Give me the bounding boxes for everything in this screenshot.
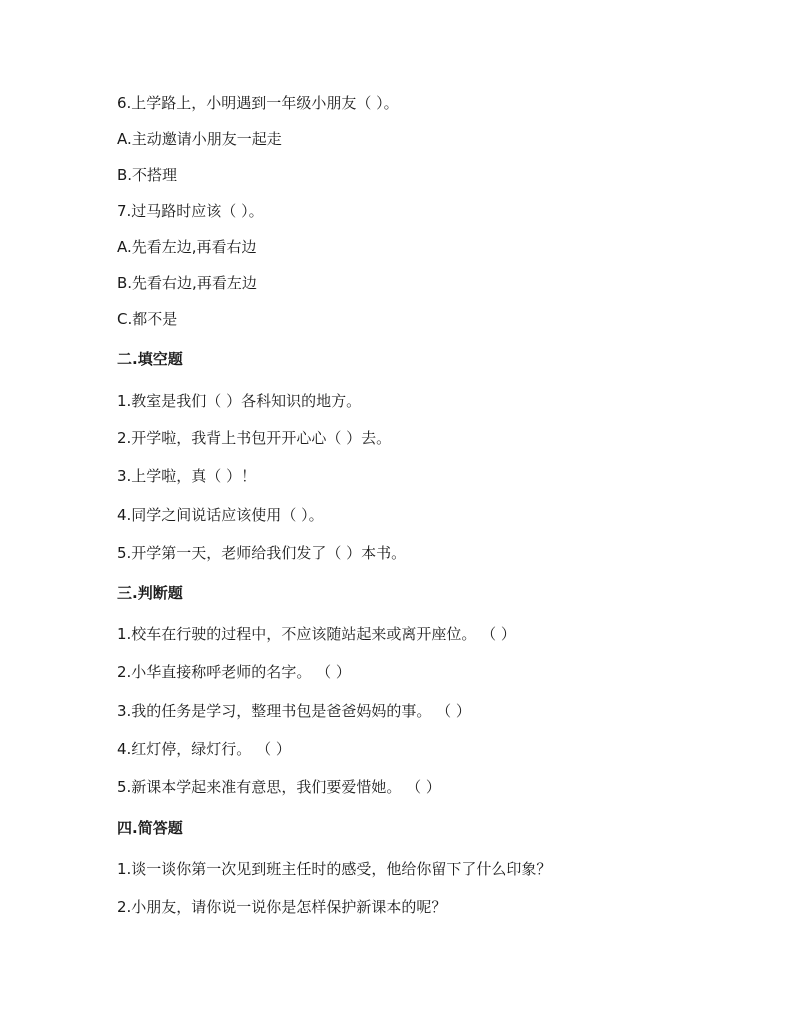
question-7-option-c: C.都不是 bbox=[117, 310, 178, 328]
section-fill-blank-title: 二.填空题 bbox=[117, 350, 183, 368]
fill-blank-item-5: 5.开学第一天，老师给我们发了（ ）本书。 bbox=[117, 544, 407, 562]
question-7-option-a: A.先看左边,再看右边 bbox=[117, 238, 257, 256]
question-6-option-b: B.不搭理 bbox=[117, 166, 178, 184]
question-6-option-a: A.主动邀请小朋友一起走 bbox=[117, 130, 282, 148]
fill-blank-item-4: 4.同学之间说话应该使用（ ）。 bbox=[117, 506, 324, 524]
section-true-false-title: 三.判断题 bbox=[117, 584, 183, 602]
short-answer-item-1: 1.谈一谈你第一次见到班主任时的感受，他给你留下了什么印象？ bbox=[117, 860, 552, 878]
question-7-option-b: B.先看右边,再看左边 bbox=[117, 274, 257, 292]
question-7: 7.过马路时应该（ ）。 bbox=[117, 202, 264, 220]
true-false-item-1: 1.校车在行驶的过程中，不应该随站起来或离开座位。 （ ） bbox=[117, 625, 516, 643]
short-answer-item-2: 2.小朋友，请你说一说你是怎样保护新课本的呢？ bbox=[117, 898, 447, 916]
true-false-item-4: 4.红灯停，绿灯行。 （ ） bbox=[117, 740, 291, 758]
true-false-item-3: 3.我的任务是学习，整理书包是爸爸妈妈的事。 （ ） bbox=[117, 702, 471, 720]
section-short-answer-title: 四.简答题 bbox=[117, 819, 183, 837]
true-false-item-5: 5.新课本学起来准有意思，我们要爱惜她。 （ ） bbox=[117, 778, 441, 796]
fill-blank-item-1: 1.教室是我们（ ）各科知识的地方。 bbox=[117, 392, 362, 410]
true-false-item-2: 2.小华直接称呼老师的名字。 （ ） bbox=[117, 663, 351, 681]
fill-blank-item-2: 2.开学啦，我背上书包开开心心（ ）去。 bbox=[117, 429, 392, 447]
question-6: 6.上学路上，小明遇到一年级小朋友（ ）。 bbox=[117, 94, 399, 112]
fill-blank-item-3: 3.上学啦，真（ ）！ bbox=[117, 467, 257, 485]
